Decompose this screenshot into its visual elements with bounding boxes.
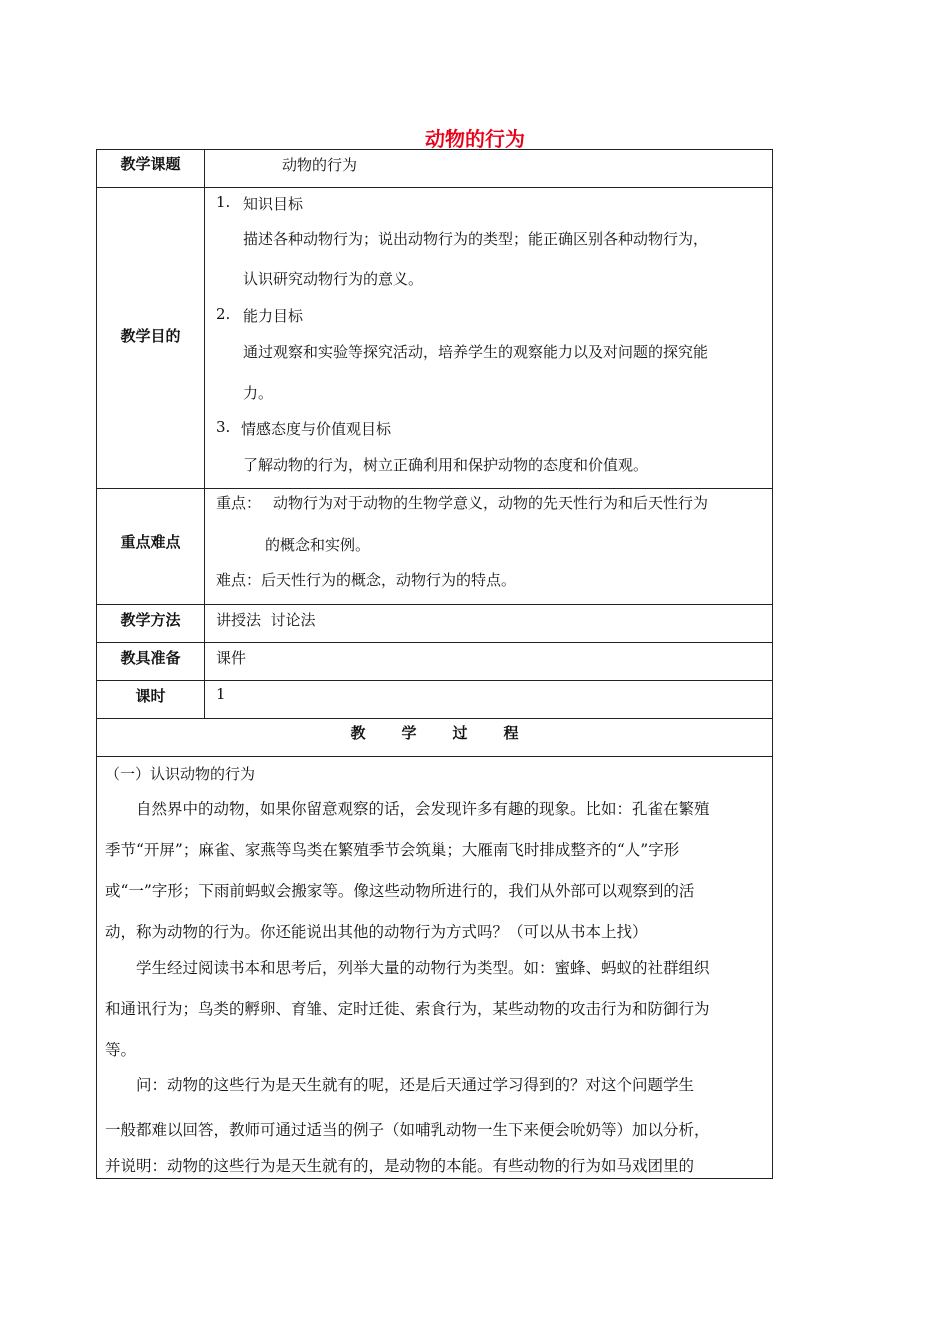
objective-3-line: 了解动物的行为，树立正确利用和保护动物的态度和价值观。 xyxy=(243,456,649,474)
row-divider xyxy=(97,718,772,719)
paragraph-line: 学生经过阅读书本和思考后，列举大量的动物行为类型。如：蜜蜂、蚂蚁的社群组织 xyxy=(105,959,710,977)
objective-2-heading: 能力目标 xyxy=(243,307,304,325)
row-divider xyxy=(97,756,772,757)
method-label: 教学方法 xyxy=(120,611,181,629)
method-value: 讲授法 讨论法 xyxy=(216,611,316,629)
paragraph-line: 或“一”字形；下雨前蚂蚁会搬家等。像这些动物所进行的，我们从外部可以观察到的活 xyxy=(105,882,695,900)
key-points-label: 重点难点 xyxy=(120,533,181,551)
objective-2-line: 力。 xyxy=(243,384,274,402)
paragraph-line: 等。 xyxy=(105,1041,137,1059)
hours-value: 1 xyxy=(216,685,226,703)
objective-2-num: 2. xyxy=(216,305,231,323)
process-header: 教学过程 xyxy=(350,724,555,742)
objective-1-line: 描述各种动物行为；说出动物行为的类型；能正确区别各种动物行为， xyxy=(243,230,709,248)
paragraph-line: 自然界中的动物，如果你留意观察的话，会发现许多有趣的现象。比如：孔雀在繁殖 xyxy=(105,800,710,818)
lesson-plan-table xyxy=(96,149,773,1179)
tools-label: 教具准备 xyxy=(120,649,181,667)
row-divider xyxy=(97,488,772,489)
paragraph-line: 动，称为动物的行为。你还能说出其他的动物行为方式吗？（可以从书本上找） xyxy=(105,923,648,941)
tools-value: 课件 xyxy=(216,649,247,667)
difficulty-line: 难点：后天性行为的概念，动物行为的特点。 xyxy=(216,571,517,589)
row-divider xyxy=(97,187,772,188)
objectives-label: 教学目的 xyxy=(120,327,181,345)
topic-value: 动物的行为 xyxy=(282,156,358,174)
row-divider xyxy=(97,604,772,605)
paragraph-line: 一般都难以回答，教师可通过适当的例子（如哺乳动物一生下来便会吮奶等）加以分析， xyxy=(105,1121,710,1139)
paragraph-line: 季节“开屏”；麻雀、家燕等鸟类在繁殖季节会筑巢；大雁南飞时排成整齐的“人”字形 xyxy=(105,841,680,859)
key-point-line: 动物行为对于动物的生物学意义，动物的先天性行为和后天性行为 xyxy=(273,494,709,512)
paragraph-line: 和通讯行为；鸟类的孵卵、育雏、定时迁徙、索食行为，某些动物的攻击行为和防御行为 xyxy=(105,1000,710,1018)
paragraph-line: 并说明：动物的这些行为是天生就有的，是动物的本能。有些动物的行为如马戏团里的 xyxy=(105,1157,695,1175)
topic-label: 教学课题 xyxy=(120,155,181,173)
objective-2-line: 通过观察和实验等探究活动，培养学生的观察能力以及对问题的探究能 xyxy=(243,343,709,361)
row-divider xyxy=(97,680,772,681)
paragraph-line: 问：动物的这些行为是天生就有的呢，还是后天通过学习得到的？对这个问题学生 xyxy=(105,1076,695,1094)
objective-1-heading: 知识目标 xyxy=(243,195,304,213)
objective-1-num: 1. xyxy=(216,193,231,211)
hours-label: 课时 xyxy=(135,687,166,705)
key-point-line: 的概念和实例。 xyxy=(265,536,371,554)
document-title: 动物的行为 xyxy=(425,127,525,151)
section-heading: （一）认识动物的行为 xyxy=(105,765,256,783)
column-divider xyxy=(204,150,205,718)
key-point-prefix: 重点： xyxy=(216,494,262,512)
objective-1-line: 认识研究动物行为的意义。 xyxy=(243,270,424,288)
objective-3-heading: 情感态度与价值观目标 xyxy=(241,420,392,438)
row-divider xyxy=(97,642,772,643)
objective-3-num: 3. xyxy=(216,418,231,436)
